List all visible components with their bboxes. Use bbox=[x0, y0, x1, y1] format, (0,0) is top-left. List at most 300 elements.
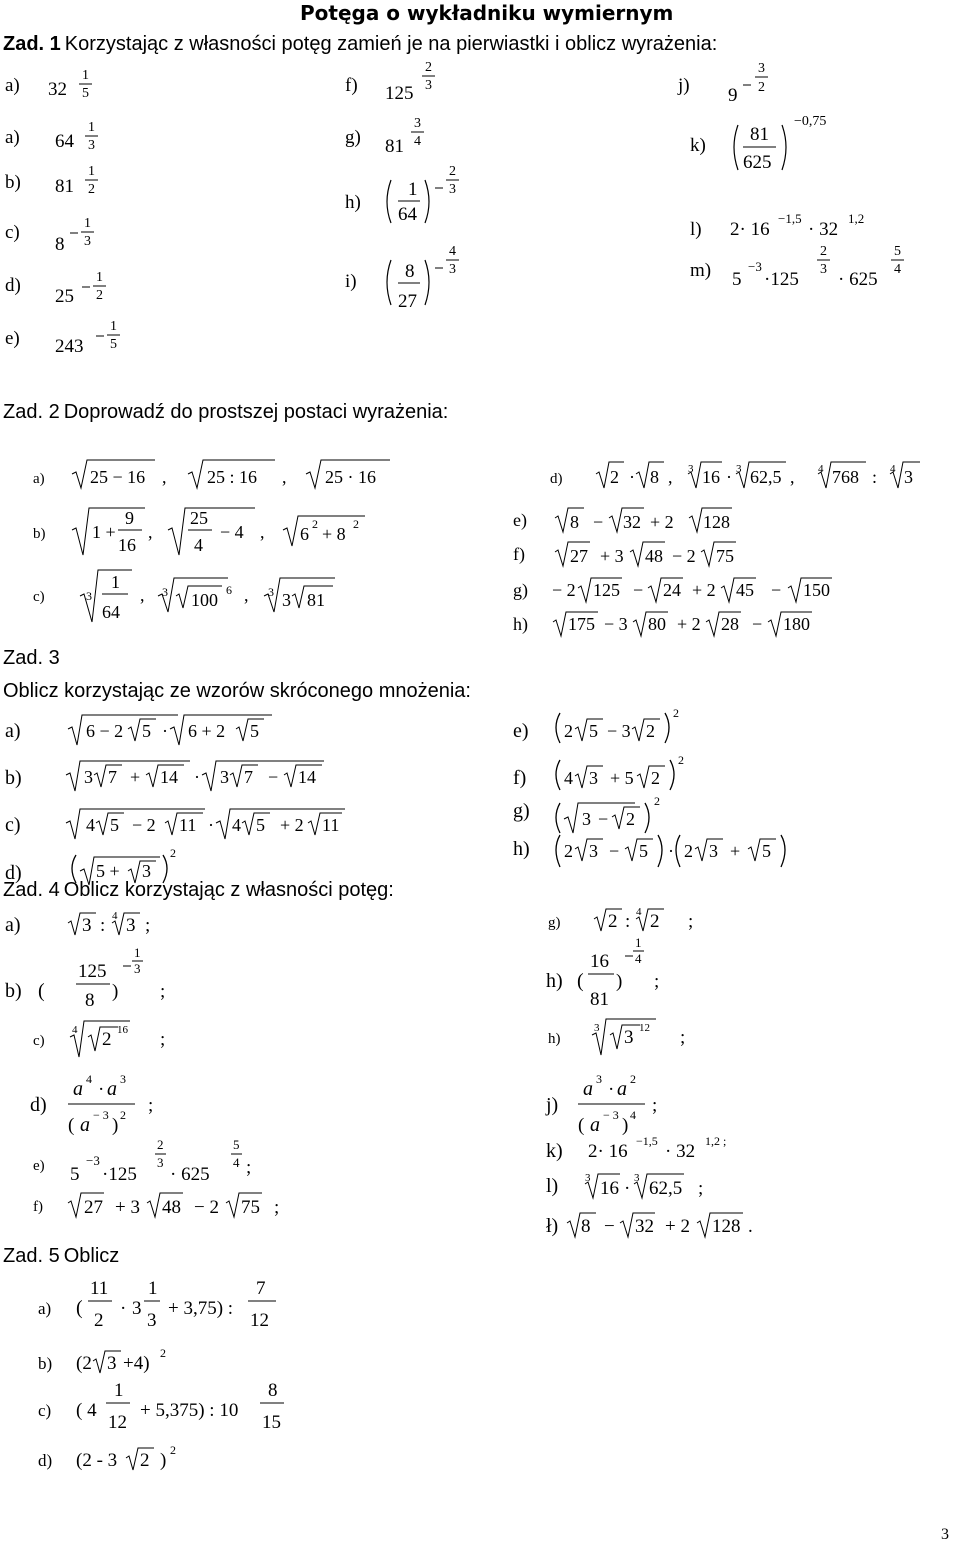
svg-text:c): c) bbox=[33, 1033, 45, 1049]
svg-text:h): h) bbox=[513, 838, 530, 860]
svg-text:+: + bbox=[130, 767, 141, 787]
svg-text:3: 3 bbox=[449, 182, 456, 197]
svg-text:− 3: − 3 bbox=[604, 614, 628, 634]
svg-text:100: 100 bbox=[191, 590, 218, 610]
svg-text:64: 64 bbox=[102, 602, 120, 622]
svg-text:l): l) bbox=[546, 1175, 559, 1197]
svg-text:128: 128 bbox=[712, 1216, 741, 1237]
svg-text:2· 16: 2· 16 bbox=[588, 1141, 628, 1162]
svg-text:−: − bbox=[598, 809, 609, 829]
svg-text:3: 3 bbox=[220, 767, 229, 787]
svg-text:6 + 2: 6 + 2 bbox=[188, 721, 226, 741]
svg-text:3: 3 bbox=[157, 1155, 164, 1170]
zad3-number: Zad. 3 bbox=[3, 647, 60, 669]
svg-text:+ 5,375) : 10: + 5,375) : 10 bbox=[140, 1400, 239, 1421]
svg-text:5: 5 bbox=[894, 244, 901, 259]
svg-text:5: 5 bbox=[762, 841, 771, 861]
zad1-instruction: Korzystając z własności potęg zamień je na pierwiastki i oblicz wyrażenia: bbox=[64, 33, 718, 55]
svg-text:2: 2 bbox=[678, 753, 684, 767]
zad1-col2 bbox=[345, 60, 459, 312]
svg-text:3: 3 bbox=[589, 768, 598, 788]
zad2-expressions bbox=[0, 450, 960, 650]
svg-text:1: 1 bbox=[88, 120, 95, 135]
svg-text:3: 3 bbox=[449, 262, 456, 277]
svg-text:− 3: − 3 bbox=[603, 1108, 619, 1122]
svg-text:11: 11 bbox=[179, 815, 197, 835]
svg-text:5: 5 bbox=[589, 721, 598, 741]
zad4-expressions bbox=[0, 905, 960, 1237]
svg-text:27: 27 bbox=[570, 546, 588, 566]
svg-text:1: 1 bbox=[111, 572, 120, 592]
zad1-label-e: e) bbox=[5, 328, 20, 349]
svg-text:c): c) bbox=[5, 814, 21, 836]
svg-text:3: 3 bbox=[594, 1022, 600, 1034]
svg-text:d): d) bbox=[5, 862, 22, 884]
svg-text:1: 1 bbox=[84, 216, 91, 231]
svg-text:b): b) bbox=[5, 767, 22, 789]
svg-text:k): k) bbox=[546, 1140, 563, 1162]
svg-text:7: 7 bbox=[244, 767, 253, 787]
svg-text:1: 1 bbox=[408, 179, 418, 200]
svg-text:3: 3 bbox=[596, 1072, 602, 1086]
svg-text:e): e) bbox=[33, 1158, 45, 1174]
svg-text:25 − 16: 25 − 16 bbox=[90, 467, 146, 487]
svg-text:3: 3 bbox=[820, 262, 827, 277]
svg-text:a: a bbox=[73, 1078, 83, 1100]
svg-text:g): g) bbox=[513, 580, 528, 600]
svg-text:81: 81 bbox=[750, 124, 769, 145]
svg-text:8: 8 bbox=[581, 1216, 591, 1237]
svg-text:−0,75: −0,75 bbox=[794, 114, 827, 129]
svg-text:9: 9 bbox=[728, 85, 738, 106]
svg-text:,: , bbox=[282, 467, 287, 487]
svg-text:180: 180 bbox=[783, 614, 810, 634]
zad4-left bbox=[5, 910, 279, 1218]
svg-text:a: a bbox=[107, 1078, 117, 1100]
svg-text:,: , bbox=[148, 522, 153, 542]
svg-text:6 − 2: 6 − 2 bbox=[86, 721, 124, 741]
zad5-d bbox=[38, 1443, 176, 1471]
svg-text:,: , bbox=[140, 585, 145, 605]
svg-text:b): b) bbox=[5, 980, 22, 1002]
svg-text:243: 243 bbox=[55, 336, 84, 357]
svg-text:80: 80 bbox=[648, 614, 666, 634]
svg-text:(2: (2 bbox=[76, 1353, 92, 1374]
svg-text:−3: −3 bbox=[748, 259, 762, 274]
svg-text:+ 2: + 2 bbox=[280, 815, 304, 835]
zad1-label-c: c) bbox=[5, 222, 20, 243]
svg-text:2: 2 bbox=[673, 706, 679, 720]
svg-text:14: 14 bbox=[298, 767, 316, 787]
svg-text:2· 16: 2· 16 bbox=[730, 219, 770, 240]
svg-text:2: 2 bbox=[312, 517, 318, 531]
svg-text:−: − bbox=[604, 1216, 615, 1237]
svg-text:·: · bbox=[629, 467, 635, 487]
svg-text:j): j) bbox=[678, 75, 690, 96]
svg-text:6: 6 bbox=[300, 524, 309, 544]
svg-text:27: 27 bbox=[398, 291, 417, 312]
svg-text:c): c) bbox=[33, 589, 45, 605]
zad5-b bbox=[38, 1346, 166, 1374]
svg-text:i): i) bbox=[345, 271, 357, 292]
zad1-number: Zad. 1 bbox=[3, 33, 61, 55]
svg-text:25 : 16: 25 : 16 bbox=[207, 467, 258, 487]
svg-text:ł): ł) bbox=[546, 1215, 559, 1237]
svg-text:4: 4 bbox=[194, 535, 203, 555]
svg-text::: : bbox=[872, 467, 878, 487]
svg-text:32: 32 bbox=[635, 1216, 654, 1237]
svg-text:.: . bbox=[748, 1216, 753, 1237]
svg-text:f): f) bbox=[33, 1199, 43, 1215]
svg-text:a): a) bbox=[5, 914, 21, 936]
svg-text:−: − bbox=[633, 580, 644, 600]
svg-text:3: 3 bbox=[120, 1072, 126, 1086]
svg-text:3: 3 bbox=[84, 234, 91, 249]
svg-text:2: 2 bbox=[564, 841, 573, 861]
svg-text:4: 4 bbox=[818, 463, 824, 475]
svg-text:·: · bbox=[608, 1079, 615, 1100]
svg-text:a): a) bbox=[38, 1299, 52, 1318]
svg-text:b): b) bbox=[38, 1354, 53, 1373]
svg-text:−3: −3 bbox=[86, 1153, 100, 1168]
svg-text:;: ; bbox=[160, 981, 166, 1002]
svg-text:4: 4 bbox=[449, 244, 456, 259]
svg-text:− 2: − 2 bbox=[552, 580, 576, 600]
zad1-col1 bbox=[5, 68, 120, 357]
svg-text:;: ; bbox=[680, 1027, 686, 1048]
svg-text:16: 16 bbox=[600, 1178, 619, 1199]
zad2-right bbox=[513, 462, 920, 636]
svg-text:j): j) bbox=[546, 1094, 559, 1116]
svg-text:·: · bbox=[668, 841, 674, 861]
svg-text:1: 1 bbox=[82, 68, 89, 83]
svg-text:− 4: − 4 bbox=[220, 522, 244, 542]
svg-text:·: · bbox=[120, 1298, 127, 1319]
svg-text:1,2: 1,2 bbox=[848, 211, 865, 226]
svg-text:− 2: − 2 bbox=[194, 1197, 219, 1218]
svg-text:): ) bbox=[622, 1115, 629, 1136]
svg-text:·: · bbox=[726, 467, 732, 487]
svg-text:e): e) bbox=[513, 720, 529, 742]
svg-text:(: ( bbox=[68, 1115, 75, 1136]
svg-text:h): h) bbox=[546, 970, 563, 992]
svg-text:f): f) bbox=[513, 767, 527, 789]
svg-text:;: ; bbox=[688, 911, 694, 932]
svg-text:11: 11 bbox=[90, 1278, 109, 1299]
zad3-instruction: Oblicz korzystając ze wzorów skróconego mnożenia: bbox=[3, 680, 471, 702]
svg-text:3: 3 bbox=[132, 1298, 142, 1319]
svg-text:3: 3 bbox=[425, 78, 432, 93]
svg-text:3: 3 bbox=[736, 463, 742, 475]
svg-text:;: ; bbox=[246, 1157, 252, 1178]
svg-text:f): f) bbox=[345, 75, 358, 96]
svg-text:a: a bbox=[617, 1078, 627, 1100]
svg-text:(: ( bbox=[577, 970, 584, 992]
svg-text:1,2 ;: 1,2 ; bbox=[705, 1134, 727, 1148]
svg-text:7: 7 bbox=[256, 1278, 266, 1299]
svg-text:− 3: − 3 bbox=[607, 721, 631, 741]
svg-text:−1,5: −1,5 bbox=[778, 211, 802, 226]
svg-text:m): m) bbox=[690, 260, 712, 281]
svg-text:4: 4 bbox=[86, 815, 95, 835]
svg-text:3: 3 bbox=[82, 915, 92, 936]
svg-text:;: ; bbox=[148, 1095, 154, 1116]
svg-text:3: 3 bbox=[268, 585, 274, 599]
svg-text:3: 3 bbox=[709, 841, 718, 861]
zad2-header bbox=[3, 402, 448, 422]
svg-text:−: − bbox=[268, 767, 279, 787]
svg-text:16: 16 bbox=[590, 951, 609, 972]
svg-text:1: 1 bbox=[114, 1380, 124, 1401]
svg-text:32: 32 bbox=[623, 512, 641, 532]
svg-text:a): a) bbox=[5, 720, 21, 742]
svg-text:64: 64 bbox=[398, 204, 417, 225]
svg-text:12: 12 bbox=[250, 1310, 269, 1331]
svg-text:·: · bbox=[208, 815, 214, 835]
svg-text:1: 1 bbox=[148, 1278, 158, 1299]
svg-text:11: 11 bbox=[322, 815, 340, 835]
svg-text:3: 3 bbox=[688, 463, 694, 475]
svg-text:62,5: 62,5 bbox=[649, 1178, 683, 1199]
svg-text:5: 5 bbox=[256, 815, 265, 835]
svg-text:3: 3 bbox=[86, 589, 92, 603]
svg-text:5: 5 bbox=[142, 721, 151, 741]
svg-text:g): g) bbox=[548, 915, 561, 931]
svg-text:25: 25 bbox=[190, 508, 208, 528]
zad2-number: Zad. 2 bbox=[3, 401, 60, 423]
svg-text:d): d) bbox=[550, 471, 563, 487]
svg-text:2: 2 bbox=[651, 768, 660, 788]
svg-text:3: 3 bbox=[582, 809, 591, 829]
svg-text:1: 1 bbox=[88, 164, 95, 179]
svg-text:;: ; bbox=[698, 1178, 704, 1199]
svg-text:,: , bbox=[790, 467, 795, 487]
svg-text:+ 5: + 5 bbox=[610, 768, 634, 788]
svg-text:3: 3 bbox=[84, 767, 93, 787]
svg-text:2: 2 bbox=[626, 809, 635, 829]
svg-text:a: a bbox=[583, 1078, 593, 1100]
svg-text:,: , bbox=[260, 522, 265, 542]
svg-text:4: 4 bbox=[635, 951, 642, 966]
svg-text:75: 75 bbox=[241, 1197, 260, 1218]
svg-text:6: 6 bbox=[226, 583, 232, 597]
zad3-right bbox=[513, 706, 785, 867]
svg-text:+ 3,75) :: + 3,75) : bbox=[168, 1298, 234, 1319]
svg-text:+ 2: + 2 bbox=[665, 1216, 690, 1237]
svg-text:3: 3 bbox=[624, 1027, 634, 1048]
svg-text:4: 4 bbox=[890, 463, 896, 475]
svg-text:128: 128 bbox=[703, 512, 730, 532]
zad1-col3 bbox=[677, 61, 904, 290]
svg-text:12: 12 bbox=[639, 1022, 650, 1034]
svg-text:2: 2 bbox=[684, 841, 693, 861]
svg-text:−: − bbox=[609, 841, 620, 861]
svg-text:h): h) bbox=[513, 614, 528, 634]
svg-text:2: 2 bbox=[449, 164, 456, 179]
svg-text:2: 2 bbox=[610, 467, 619, 487]
svg-text:2: 2 bbox=[630, 1072, 636, 1086]
svg-text:;: ; bbox=[652, 1095, 658, 1116]
zad4-header bbox=[3, 880, 394, 900]
svg-text:(: ( bbox=[38, 980, 45, 1002]
zad2-left bbox=[33, 460, 390, 622]
zad4-instruction: Oblicz korzystając z własności potęg: bbox=[63, 879, 394, 901]
svg-text:· 32: · 32 bbox=[808, 219, 839, 240]
svg-text:3: 3 bbox=[142, 861, 151, 881]
svg-text:4: 4 bbox=[233, 1155, 240, 1170]
svg-text:(: ( bbox=[76, 1297, 83, 1319]
svg-text:− 3: − 3 bbox=[93, 1108, 109, 1122]
svg-text:16: 16 bbox=[702, 467, 720, 487]
svg-text:· 32: · 32 bbox=[665, 1141, 696, 1162]
svg-text:2: 2 bbox=[170, 846, 176, 860]
zad1-label-b: b) bbox=[5, 172, 21, 193]
svg-text:48: 48 bbox=[162, 1197, 181, 1218]
svg-text:−1,5: −1,5 bbox=[636, 1134, 658, 1148]
svg-text:h): h) bbox=[548, 1031, 561, 1047]
svg-text:81: 81 bbox=[385, 136, 404, 157]
svg-text:−: − bbox=[593, 512, 604, 532]
zad1-header bbox=[3, 34, 717, 54]
svg-text:2: 2 bbox=[170, 1443, 176, 1457]
zad5-number: Zad. 5 bbox=[3, 1245, 60, 1267]
svg-text:−: − bbox=[752, 614, 763, 634]
svg-text:3: 3 bbox=[585, 1172, 591, 1184]
svg-text:a: a bbox=[590, 1114, 600, 1136]
svg-text:;: ; bbox=[654, 971, 660, 992]
svg-text:5: 5 bbox=[110, 337, 117, 352]
svg-text:3: 3 bbox=[904, 467, 913, 487]
svg-text:): ) bbox=[112, 981, 119, 1002]
svg-text:25: 25 bbox=[55, 286, 74, 307]
svg-text:81: 81 bbox=[55, 176, 74, 197]
svg-text:+ 2: + 2 bbox=[650, 512, 674, 532]
svg-text:1 +: 1 + bbox=[92, 522, 116, 542]
svg-text:( 4: ( 4 bbox=[76, 1400, 97, 1421]
svg-text:d): d) bbox=[38, 1451, 53, 1470]
svg-text:48: 48 bbox=[645, 546, 663, 566]
svg-text:3: 3 bbox=[147, 1310, 157, 1331]
zad5-a bbox=[38, 1278, 276, 1331]
svg-text:2: 2 bbox=[646, 721, 655, 741]
zad3-left bbox=[5, 715, 345, 885]
svg-text:a): a) bbox=[33, 471, 45, 487]
zad2-instruction: Doprowadź do prostszej postaci wyrażenia: bbox=[63, 401, 449, 423]
svg-text:5: 5 bbox=[639, 841, 648, 861]
svg-text:150: 150 bbox=[803, 580, 830, 600]
svg-text:8: 8 bbox=[55, 234, 65, 255]
svg-text:4: 4 bbox=[232, 815, 241, 835]
zad5-instruction: Oblicz bbox=[63, 1245, 120, 1267]
svg-text:h): h) bbox=[345, 192, 361, 213]
svg-text:3: 3 bbox=[126, 915, 136, 936]
zad5-expressions bbox=[0, 1270, 960, 1510]
svg-text:5: 5 bbox=[82, 86, 89, 101]
svg-text:2: 2 bbox=[160, 1346, 166, 1360]
svg-text:;: ; bbox=[160, 1029, 166, 1050]
svg-text:7: 7 bbox=[108, 767, 117, 787]
svg-text:2: 2 bbox=[102, 1029, 112, 1050]
svg-text:· 625: · 625 bbox=[838, 269, 878, 290]
zad4-number: Zad. 4 bbox=[3, 879, 60, 901]
svg-text:3: 3 bbox=[589, 841, 598, 861]
svg-text:·: · bbox=[624, 1178, 631, 1199]
svg-text:l): l) bbox=[690, 219, 702, 240]
svg-text:b): b) bbox=[33, 526, 46, 542]
svg-text:;: ; bbox=[274, 1197, 280, 1218]
svg-text:2: 2 bbox=[88, 182, 95, 197]
svg-text:1: 1 bbox=[110, 319, 117, 334]
svg-text:64: 64 bbox=[55, 131, 74, 152]
svg-text:5: 5 bbox=[110, 815, 119, 835]
svg-text:175: 175 bbox=[568, 614, 595, 634]
svg-text:45: 45 bbox=[736, 580, 754, 600]
svg-text:5: 5 bbox=[233, 1137, 240, 1152]
svg-text:125: 125 bbox=[593, 580, 620, 600]
zad3-expressions bbox=[0, 705, 960, 884]
svg-text:12: 12 bbox=[108, 1412, 127, 1433]
svg-text:3: 3 bbox=[162, 585, 168, 599]
svg-text:81: 81 bbox=[307, 590, 325, 610]
svg-text:2: 2 bbox=[120, 1108, 126, 1122]
svg-text:·: · bbox=[194, 767, 200, 787]
zad1-label-a2: a) bbox=[5, 127, 20, 148]
svg-text:(: ( bbox=[578, 1115, 585, 1136]
svg-text:2: 2 bbox=[425, 60, 432, 75]
svg-text:3: 3 bbox=[88, 138, 95, 153]
svg-text:2: 2 bbox=[96, 288, 103, 303]
zad1-label-d: d) bbox=[5, 275, 21, 296]
svg-text:+ 3: + 3 bbox=[600, 546, 624, 566]
svg-text:+4): +4) bbox=[123, 1353, 150, 1374]
zad1-expressions bbox=[0, 55, 960, 365]
svg-text:,: , bbox=[162, 467, 167, 487]
svg-text:2: 2 bbox=[140, 1450, 150, 1471]
svg-text:14: 14 bbox=[160, 767, 178, 787]
svg-text:8: 8 bbox=[85, 990, 95, 1011]
svg-text:·125: ·125 bbox=[764, 269, 799, 290]
svg-text:g): g) bbox=[345, 127, 361, 148]
svg-text:8: 8 bbox=[650, 467, 659, 487]
svg-text:5: 5 bbox=[732, 269, 742, 290]
svg-text:2: 2 bbox=[758, 80, 765, 95]
svg-text:+ 3: + 3 bbox=[115, 1197, 140, 1218]
zad1-expr-a1: 32 bbox=[48, 79, 67, 100]
svg-text:4: 4 bbox=[630, 1108, 636, 1122]
svg-text:768: 768 bbox=[832, 467, 859, 487]
svg-text:4: 4 bbox=[414, 134, 421, 149]
svg-text::: : bbox=[625, 911, 631, 932]
svg-text:2: 2 bbox=[94, 1310, 104, 1331]
svg-text:27: 27 bbox=[84, 1197, 103, 1218]
svg-text:3: 3 bbox=[634, 1172, 640, 1184]
svg-text:8: 8 bbox=[570, 512, 579, 532]
svg-text:2: 2 bbox=[353, 517, 359, 531]
svg-text:2: 2 bbox=[650, 911, 660, 932]
svg-text:2: 2 bbox=[564, 721, 573, 741]
svg-text:−: − bbox=[771, 580, 782, 600]
svg-text:5 +: 5 + bbox=[96, 861, 120, 881]
svg-text:4: 4 bbox=[894, 262, 901, 277]
svg-text:125: 125 bbox=[78, 961, 107, 982]
svg-text:3: 3 bbox=[134, 961, 141, 976]
svg-text:): ) bbox=[616, 971, 623, 992]
svg-text:c): c) bbox=[38, 1401, 52, 1420]
svg-text:81: 81 bbox=[590, 989, 609, 1010]
svg-text:2: 2 bbox=[157, 1137, 164, 1152]
svg-text:5: 5 bbox=[70, 1164, 80, 1185]
svg-text:75: 75 bbox=[716, 546, 734, 566]
